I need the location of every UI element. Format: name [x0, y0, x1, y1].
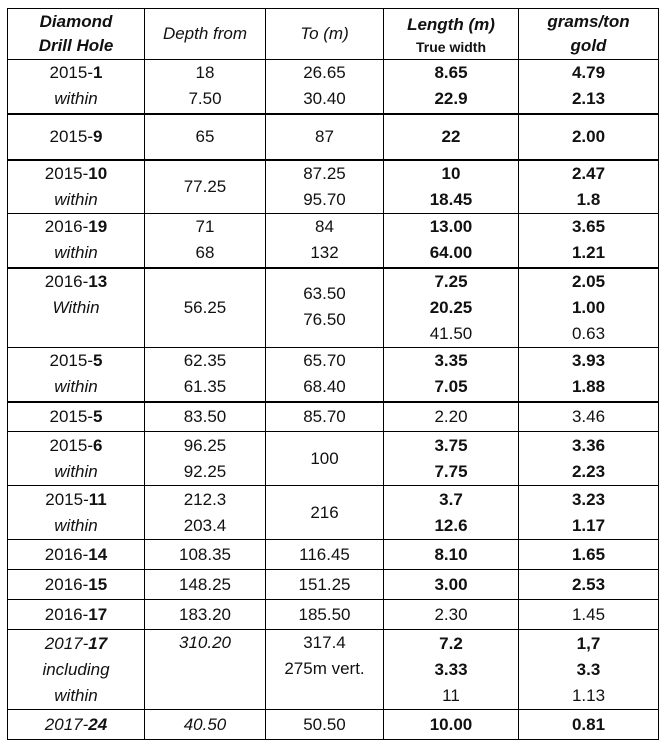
hole-id	[11, 348, 141, 374]
header-row	[8, 9, 659, 60]
hole-year: 2016-	[44, 271, 89, 291]
hole-id	[11, 214, 141, 240]
hole-id	[11, 487, 141, 513]
cell-depth-from-value: 56.25	[183, 297, 227, 317]
header-drill-hole: Diamond Drill Hole	[8, 9, 145, 60]
cell-grams-per-ton-value: 2.47	[571, 163, 606, 183]
cell-depth-from	[145, 160, 266, 214]
cell-length-value: 3.7	[439, 489, 463, 509]
cell-grams-per-ton-value: 1.8	[576, 189, 601, 209]
cell-length-value: 22	[441, 126, 461, 146]
cell-drill-hole	[8, 630, 145, 710]
cell-grams-per-ton-value: 2.00	[571, 126, 606, 146]
hole-number: 13	[88, 271, 108, 291]
cell-depth-to	[266, 432, 384, 486]
cell-grams-per-ton-value: 1.45	[571, 604, 606, 624]
hole-year: 2016-	[44, 604, 89, 624]
hole-year: 2015-	[44, 163, 89, 183]
hole-year: 2016-	[44, 217, 89, 237]
cell-length	[384, 630, 519, 710]
cell-drill-hole	[8, 570, 145, 600]
cell-grams-per-ton-value: 1.13	[571, 685, 606, 705]
hole-year: 2016-	[44, 574, 89, 594]
hole-id	[11, 269, 141, 295]
cell-drill-hole	[8, 540, 145, 570]
hole-year: 2015-	[45, 489, 89, 509]
cell-grams-per-ton	[519, 570, 659, 600]
cell-length	[384, 600, 519, 630]
cell-drill-hole	[8, 268, 145, 348]
hole-qualifier: within	[54, 461, 98, 481]
cell-length	[384, 160, 519, 214]
drill-results-table	[7, 8, 659, 740]
cell-depth-to-value: 100	[310, 448, 339, 468]
hole-number: 14	[88, 544, 108, 564]
cell-length-value: 2.30	[434, 604, 468, 624]
cell-drill-hole	[8, 710, 145, 740]
cell-depth-from	[145, 486, 266, 540]
cell-length	[384, 348, 519, 402]
header-to: To (m)	[266, 9, 384, 60]
cell-depth-to-value: 132	[310, 243, 339, 263]
cell-drill-hole	[8, 600, 145, 630]
hole-year: 2015-	[49, 126, 93, 146]
cell-grams-per-ton	[519, 540, 659, 570]
header-length: Length (m) True width	[384, 9, 519, 60]
cell-grams-per-ton	[519, 630, 659, 710]
table-row	[8, 160, 659, 214]
cell-length	[384, 432, 519, 486]
table-row	[8, 214, 659, 268]
cell-depth-from-value: 65	[195, 126, 215, 146]
cell-depth-to-value: 85.70	[303, 406, 346, 426]
cell-depth-from	[145, 114, 266, 160]
cell-length-value: 7.05	[434, 377, 468, 397]
cell-grams-per-ton	[519, 160, 659, 214]
cell-drill-hole	[8, 486, 145, 540]
hole-number: 1	[93, 63, 103, 83]
hole-number: 11	[88, 489, 107, 509]
hole-number: 6	[93, 435, 103, 455]
cell-drill-hole	[8, 160, 145, 214]
hole-id	[11, 602, 141, 628]
table-body	[8, 60, 659, 740]
cell-length-value: 18.45	[429, 189, 473, 209]
hole-year: 2015-	[49, 406, 93, 426]
table-row	[8, 540, 659, 570]
cell-grams-per-ton-value: 1.65	[571, 544, 606, 564]
cell-depth-from-value: 62.35	[183, 351, 227, 371]
cell-length-value: 2.20	[434, 406, 468, 426]
cell-depth-from-value: 310.20	[179, 633, 231, 652]
cell-depth-to	[266, 486, 384, 540]
hole-number: 19	[88, 217, 108, 237]
cell-depth-from	[145, 432, 266, 486]
cell-grams-per-ton-value: 2.23	[571, 461, 606, 481]
cell-grams-per-ton-value: 3.46	[571, 406, 606, 426]
table-row	[8, 432, 659, 486]
hole-id	[11, 124, 141, 150]
cell-depth-from-value: 83.50	[183, 406, 227, 426]
table-row	[8, 268, 659, 348]
hole-id	[11, 631, 141, 657]
cell-depth-to-value: 68.40	[303, 377, 346, 397]
hole-qualifier: Within	[52, 297, 100, 317]
cell-length-value: 12.6	[434, 515, 468, 535]
header-depth-from: Depth from	[145, 9, 266, 60]
cell-grams-per-ton-value: 1,7	[576, 633, 601, 653]
cell-grams-per-ton-value: 3.23	[571, 489, 606, 509]
cell-length-value: 3.75	[434, 435, 468, 455]
cell-grams-per-ton	[519, 710, 659, 740]
hole-number: 9	[93, 126, 103, 146]
cell-depth-from-value: 18	[195, 63, 215, 83]
cell-depth-from-value: 40.50	[183, 714, 227, 734]
hole-qualifier	[11, 321, 141, 347]
hole-year: 2015-	[49, 435, 93, 455]
cell-length-value: 8.10	[434, 544, 468, 564]
hole-year: 2015-	[49, 351, 93, 371]
cell-depth-from-value: 77.25	[183, 176, 227, 196]
cell-grams-per-ton-value: 3.3	[576, 659, 601, 679]
cell-depth-to-value: 26.65	[303, 63, 346, 83]
cell-grams-per-ton-value: 3.65	[571, 217, 606, 237]
cell-depth-to-value: 185.50	[298, 604, 351, 624]
hole-year: 2016-	[44, 544, 89, 564]
cell-depth-to	[266, 160, 384, 214]
cell-depth-to	[266, 60, 384, 114]
cell-length	[384, 570, 519, 600]
cell-depth-to	[266, 630, 384, 710]
table-row	[8, 486, 659, 540]
cell-depth-to	[266, 268, 384, 348]
cell-depth-to	[266, 710, 384, 740]
cell-drill-hole	[8, 214, 145, 268]
cell-depth-to	[266, 402, 384, 432]
header-grams-per-ton: grams/ton gold	[519, 9, 659, 60]
table-row	[8, 402, 659, 432]
cell-drill-hole	[8, 114, 145, 160]
cell-depth-to-value: 87.25	[303, 163, 346, 183]
cell-depth-from-value: 68	[195, 243, 215, 263]
hole-number: 24	[88, 714, 108, 734]
cell-grams-per-ton	[519, 214, 659, 268]
hole-number: 17	[88, 604, 108, 624]
cell-depth-from-value: 7.50	[188, 89, 222, 109]
cell-length	[384, 114, 519, 160]
cell-length-value: 7.2	[439, 633, 463, 653]
table-row	[8, 570, 659, 600]
cell-grams-per-ton-value: 1.17	[571, 515, 606, 535]
table-row	[8, 630, 659, 710]
cell-depth-from-value: 183.20	[179, 604, 231, 624]
cell-depth-from	[145, 540, 266, 570]
cell-length-value: 13.00	[429, 217, 473, 237]
cell-depth-to	[266, 114, 384, 160]
cell-depth-to-value: 87	[315, 126, 334, 146]
cell-depth-from	[145, 630, 266, 710]
cell-depth-to-value: 63.50	[303, 283, 346, 303]
cell-grams-per-ton-value: 0.63	[571, 323, 606, 343]
cell-length	[384, 60, 519, 114]
cell-grams-per-ton	[519, 348, 659, 402]
hole-qualifier: within	[54, 685, 98, 705]
cell-length-value: 7.75	[434, 461, 468, 481]
hole-number: 15	[88, 574, 108, 594]
cell-depth-from-value: 61.35	[183, 377, 227, 397]
hole-qualifier: including	[42, 659, 110, 679]
cell-depth-from-value: 203.4	[183, 515, 227, 535]
hole-year: 2017-	[44, 714, 89, 734]
cell-grams-per-ton-value: 1.00	[571, 297, 606, 317]
cell-depth-from-value: 212.3	[183, 489, 227, 509]
cell-length-value: 41.50	[429, 323, 473, 343]
cell-grams-per-ton	[519, 60, 659, 114]
cell-grams-per-ton-value: 3.93	[571, 351, 606, 371]
cell-depth-from	[145, 402, 266, 432]
cell-depth-to-value: 50.50	[303, 714, 346, 734]
cell-depth-from	[145, 348, 266, 402]
cell-grams-per-ton-value: 1.21	[571, 243, 606, 263]
hole-qualifier: within	[54, 377, 98, 397]
cell-length-value: 11	[442, 685, 460, 705]
hole-number: 10	[88, 163, 108, 183]
cell-grams-per-ton-value: 0.81	[571, 714, 606, 734]
table-row	[8, 348, 659, 402]
cell-length-value: 8.65	[434, 63, 468, 83]
hole-qualifier: within	[54, 189, 98, 209]
cell-length-value: 10.00	[429, 714, 473, 734]
hole-number: 5	[93, 351, 103, 371]
cell-grams-per-ton-value: 4.79	[571, 63, 606, 83]
cell-drill-hole	[8, 348, 145, 402]
cell-depth-from-value: 148.25	[179, 574, 231, 594]
hole-number: 5	[93, 406, 103, 426]
cell-depth-to-value: 95.70	[303, 189, 346, 209]
cell-depth-to	[266, 214, 384, 268]
table-row	[8, 710, 659, 740]
cell-depth-from	[145, 710, 266, 740]
cell-grams-per-ton-value: 2.13	[571, 89, 606, 109]
cell-depth-to-value: 84	[315, 217, 334, 237]
hole-id	[11, 404, 141, 430]
cell-length	[384, 710, 519, 740]
hole-id	[11, 161, 141, 187]
hole-id	[11, 712, 141, 738]
cell-depth-to-value: 30.40	[303, 89, 346, 109]
hole-id	[11, 572, 141, 598]
table-row	[8, 60, 659, 114]
cell-length	[384, 540, 519, 570]
hole-year: 2015-	[49, 63, 93, 83]
hole-id	[11, 60, 141, 86]
cell-grams-per-ton	[519, 432, 659, 486]
cell-length-value: 64.00	[429, 243, 473, 263]
cell-length-value: 22.9	[434, 89, 468, 109]
cell-grams-per-ton	[519, 486, 659, 540]
cell-length	[384, 486, 519, 540]
cell-length-value: 7.25	[434, 271, 468, 291]
hole-number: 17	[88, 633, 108, 653]
cell-depth-to-value: 275m vert.	[284, 659, 365, 678]
hole-qualifier: within	[54, 89, 98, 109]
cell-depth-to	[266, 570, 384, 600]
cell-grams-per-ton-value: 3.36	[571, 435, 606, 455]
cell-length	[384, 402, 519, 432]
hole-year: 2017-	[44, 633, 89, 653]
cell-depth-from	[145, 214, 266, 268]
cell-depth-from	[145, 570, 266, 600]
cell-grams-per-ton-value: 2.05	[571, 271, 606, 291]
cell-depth-to-value: 116.45	[299, 544, 350, 564]
cell-depth-to-value: 76.50	[303, 309, 346, 329]
cell-depth-from	[145, 600, 266, 630]
cell-depth-to	[266, 540, 384, 570]
cell-length	[384, 268, 519, 348]
hole-qualifier: within	[54, 515, 98, 535]
cell-depth-to-value: 151.25	[298, 574, 351, 594]
cell-depth-to	[266, 600, 384, 630]
cell-grams-per-ton	[519, 600, 659, 630]
cell-depth-from-value: 108.35	[179, 544, 231, 564]
cell-grams-per-ton-value: 1.88	[571, 377, 606, 397]
cell-depth-to-value: 216	[310, 502, 339, 522]
cell-grams-per-ton	[519, 114, 659, 160]
cell-length-value: 3.33	[434, 659, 468, 679]
cell-grams-per-ton	[519, 402, 659, 432]
hole-qualifier: within	[54, 243, 98, 263]
cell-grams-per-ton	[519, 268, 659, 348]
cell-length-value: 3.00	[434, 574, 468, 594]
cell-length-value: 3.35	[434, 351, 468, 371]
cell-drill-hole	[8, 432, 145, 486]
cell-depth-from	[145, 268, 266, 348]
cell-depth-to	[266, 348, 384, 402]
cell-length-value: 10	[441, 163, 461, 183]
cell-drill-hole	[8, 60, 145, 114]
cell-drill-hole	[8, 402, 145, 432]
cell-depth-from-value: 96.25	[183, 435, 227, 455]
table-row	[8, 114, 659, 160]
cell-depth-from-value: 71	[195, 217, 215, 237]
cell-length	[384, 214, 519, 268]
cell-depth-from-value: 92.25	[183, 461, 227, 481]
cell-depth-to-value: 65.70	[303, 351, 346, 371]
cell-length-value: 20.25	[429, 297, 473, 317]
cell-grams-per-ton-value: 2.53	[571, 574, 606, 594]
hole-id	[11, 433, 141, 459]
cell-depth-from	[145, 60, 266, 114]
hole-id	[11, 542, 141, 568]
table-row	[8, 600, 659, 630]
cell-depth-to-value: 317.4	[303, 633, 346, 652]
